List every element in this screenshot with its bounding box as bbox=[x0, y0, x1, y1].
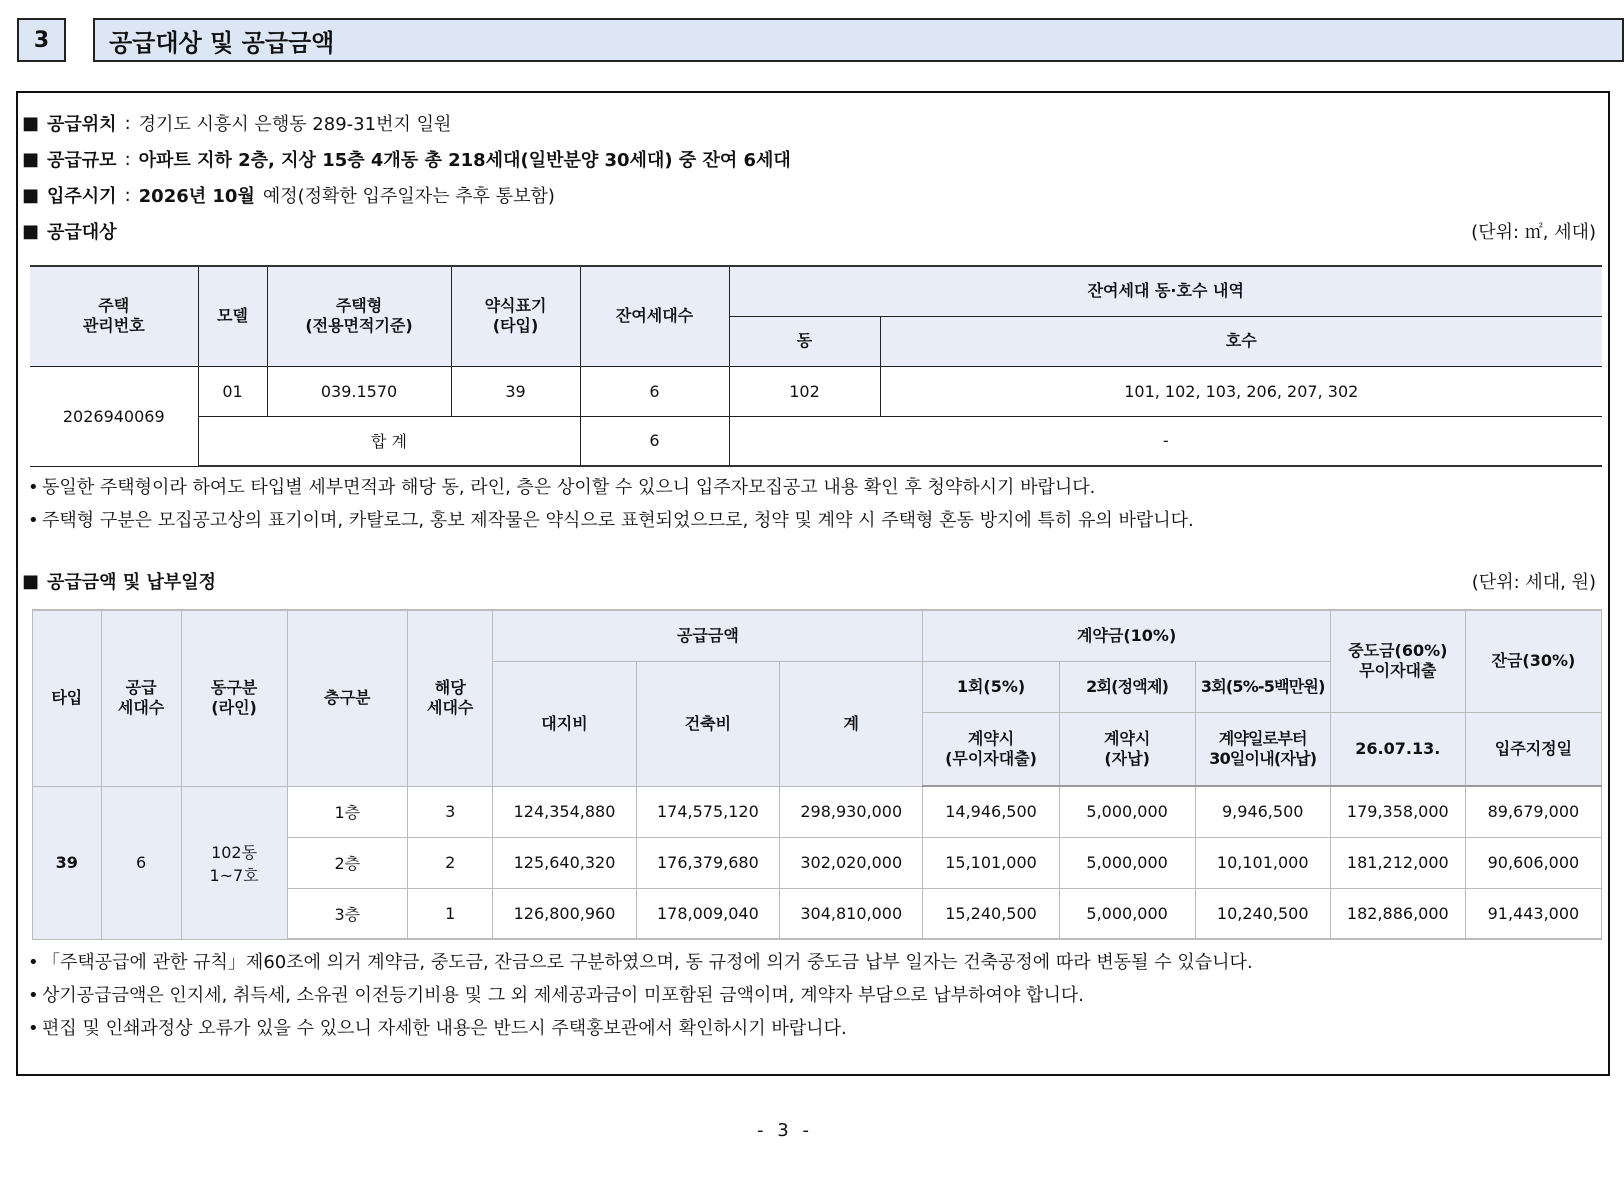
cell-d2: 5,000,000 bbox=[1059, 786, 1195, 837]
header-type: 타입 bbox=[33, 610, 102, 786]
header-model: 모델 bbox=[198, 266, 267, 366]
cell-balance: 89,679,000 bbox=[1465, 786, 1601, 837]
header-detail: 잔여세대 동·호수 내역 bbox=[729, 266, 1602, 316]
note-item: • 「주택공급에 관한 규칙」제60조에 의거 계약금, 중도금, 잔금으로 구분하였으며, 동 규정에 의거 중도금 납부 일자는 건축공정에 따라 변동될 수 있습니다. bbox=[28, 952, 1253, 973]
cell-remaining: 6 bbox=[580, 366, 729, 416]
note-item: • 주택형 구분은 모집공고상의 표기이며, 카탈로그, 홍보 제작물은 약식으로 표현되었으므로, 청약 및 계약 시 주택형 혼동 방지에 특히 유의 바랍니다. bbox=[28, 510, 1194, 531]
header-supply-amount: 공급금액 bbox=[493, 610, 923, 661]
cell-floor: 1층 bbox=[287, 786, 408, 837]
header-line: 동구분 (라인) bbox=[181, 610, 287, 786]
cell-sum: 302,020,000 bbox=[780, 837, 923, 888]
colon: : bbox=[124, 148, 131, 170]
section-header bbox=[17, 18, 1624, 62]
info-label: 공급규모 bbox=[47, 150, 117, 171]
cell-model: 01 bbox=[198, 366, 267, 416]
colon: : bbox=[124, 112, 131, 134]
header-abbr: 약식표기 (타입) bbox=[451, 266, 580, 366]
total-remaining: 6 bbox=[580, 416, 729, 466]
total-detail: - bbox=[729, 416, 1602, 466]
table-row bbox=[30, 366, 1602, 416]
cell-d1: 15,240,500 bbox=[923, 888, 1059, 939]
header-balance-date: 입주지정일 bbox=[1465, 712, 1601, 786]
square-bullet-icon: ■ bbox=[22, 570, 40, 592]
info-move-in bbox=[22, 182, 555, 208]
cell-middle: 181,212,000 bbox=[1330, 837, 1465, 888]
header-floor: 층구분 bbox=[287, 610, 408, 786]
info-scale bbox=[22, 146, 791, 172]
total-label: 합 계 bbox=[198, 416, 580, 466]
header-units: 해당 세대수 bbox=[408, 610, 493, 786]
supply-target-table bbox=[30, 265, 1602, 467]
cell-units: 3 bbox=[408, 786, 493, 837]
cell-supply: 6 bbox=[101, 786, 181, 939]
header-remaining: 잔여세대수 bbox=[580, 266, 729, 366]
heading-label: 공급대상 bbox=[47, 222, 117, 243]
supply-target-heading bbox=[22, 218, 117, 244]
cell-building: 174,575,120 bbox=[636, 786, 779, 837]
price-heading bbox=[22, 568, 216, 594]
section-number: 3 bbox=[17, 18, 66, 62]
cell-building: 178,009,040 bbox=[636, 888, 779, 939]
cell-d1: 15,101,000 bbox=[923, 837, 1059, 888]
cell-balance: 90,606,000 bbox=[1465, 837, 1601, 888]
info-bold-value: 2026년 10월 bbox=[138, 186, 255, 207]
header-type: 주택형 (전용면적기준) bbox=[267, 266, 451, 366]
bullet-icon: • bbox=[28, 985, 39, 1006]
header-d2-sub: 계약시 (자납) bbox=[1059, 712, 1195, 786]
square-bullet-icon: ■ bbox=[22, 220, 40, 242]
cell-land: 125,640,320 bbox=[493, 837, 636, 888]
cell-land: 124,354,880 bbox=[493, 786, 636, 837]
cell-abbr: 39 bbox=[451, 366, 580, 416]
cell-units: 1 bbox=[408, 888, 493, 939]
header-supply: 공급 세대수 bbox=[101, 610, 181, 786]
cell-d2: 5,000,000 bbox=[1059, 888, 1195, 939]
cell-building: 176,379,680 bbox=[636, 837, 779, 888]
cell-type: 039.1570 bbox=[267, 366, 451, 416]
cell-mgmt-no: 2026940069 bbox=[30, 366, 198, 466]
cell-middle: 179,358,000 bbox=[1330, 786, 1465, 837]
header-d1-sub: 계약시 (무이자대출) bbox=[923, 712, 1059, 786]
cell-floor: 2층 bbox=[287, 837, 408, 888]
total-row bbox=[30, 416, 1602, 466]
cell-middle: 182,886,000 bbox=[1330, 888, 1465, 939]
info-value: 경기도 시흥시 은행동 289-31번지 일원 bbox=[138, 114, 452, 135]
cell-d3: 9,946,500 bbox=[1195, 786, 1330, 837]
header-d1: 1회(5%) bbox=[923, 661, 1059, 712]
header-middle-date: 26.07.13. bbox=[1330, 712, 1465, 786]
cell-ho: 101, 102, 103, 206, 207, 302 bbox=[880, 366, 1602, 416]
cell-dong: 102 bbox=[729, 366, 880, 416]
header-balance: 잔금(30%) bbox=[1465, 610, 1601, 712]
cell-units: 2 bbox=[408, 837, 493, 888]
bullet-icon: • bbox=[28, 952, 39, 973]
header-d3-sub: 계약일로부터 30일이내(자납) bbox=[1195, 712, 1330, 786]
header-land: 대지비 bbox=[493, 661, 636, 786]
content-box bbox=[16, 91, 1610, 1076]
note-item: • 동일한 주택형이라 하여도 타입별 세부면적과 해당 동, 라인, 층은 상이할 수 있으니 입주자모집공고 내용 확인 후 청약하시기 바랍니다. bbox=[28, 477, 1096, 498]
page-number: - 3 - bbox=[757, 1120, 813, 1141]
header-dong: 동 bbox=[729, 316, 880, 366]
header-middle: 중도금(60%) 무이자대출 bbox=[1330, 610, 1465, 712]
cell-floor: 3층 bbox=[287, 888, 408, 939]
bullet-icon: • bbox=[28, 1018, 39, 1039]
info-label: 입주시기 bbox=[47, 186, 117, 207]
header-ho: 호수 bbox=[880, 316, 1602, 366]
note-item: • 편집 및 인쇄과정상 오류가 있을 수 있으니 자세한 내용은 반드시 주택홍보관에서 확인하시기 바랍니다. bbox=[28, 1018, 847, 1039]
header-building: 건축비 bbox=[636, 661, 779, 786]
square-bullet-icon: ■ bbox=[22, 148, 40, 170]
cell-line: 102동 1~7호 bbox=[181, 786, 287, 939]
section-title: 공급대상 및 공급금액 bbox=[93, 18, 1624, 62]
square-bullet-icon: ■ bbox=[22, 112, 40, 134]
cell-sum: 304,810,000 bbox=[780, 888, 923, 939]
info-value: 아파트 지하 2층, 지상 15층 4개동 총 218세대(일반분양 30세대) 중 잔여 6세대 bbox=[138, 150, 791, 171]
info-location bbox=[22, 110, 451, 136]
bullet-icon: • bbox=[28, 510, 39, 531]
colon: : bbox=[124, 184, 131, 206]
header-deposit: 계약금(10%) bbox=[923, 610, 1330, 661]
supply-target-unit: (단위: ㎡, 세대) bbox=[1471, 222, 1596, 243]
header-sum: 계 bbox=[780, 661, 923, 786]
cell-d2: 5,000,000 bbox=[1059, 837, 1195, 888]
note-item: • 상기공급금액은 인지세, 취득세, 소유권 이전등기비용 및 그 외 제세공과금이 미포함된 금액이며, 계약자 부담으로 납부하여야 합니다. bbox=[28, 985, 1084, 1006]
cell-balance: 91,443,000 bbox=[1465, 888, 1601, 939]
header-d2: 2회(정액제) bbox=[1059, 661, 1195, 712]
header-mgmt-no: 주택 관리번호 bbox=[30, 266, 198, 366]
cell-d3: 10,240,500 bbox=[1195, 888, 1330, 939]
cell-type: 39 bbox=[33, 786, 102, 939]
cell-d1: 14,946,500 bbox=[923, 786, 1059, 837]
price-table bbox=[32, 609, 1602, 940]
info-label: 공급위치 bbox=[47, 114, 117, 135]
bullet-icon: • bbox=[28, 477, 39, 498]
cell-land: 126,800,960 bbox=[493, 888, 636, 939]
info-value: 예정(정확한 입주일자는 추후 통보함) bbox=[262, 186, 555, 207]
table-row bbox=[33, 786, 1602, 837]
cell-d3: 10,101,000 bbox=[1195, 837, 1330, 888]
heading-label: 공급금액 및 납부일정 bbox=[47, 572, 217, 593]
price-unit: (단위: 세대, 원) bbox=[1471, 572, 1596, 593]
square-bullet-icon: ■ bbox=[22, 184, 40, 206]
header-d3: 3회(5%-5백만원) bbox=[1195, 661, 1330, 712]
cell-sum: 298,930,000 bbox=[780, 786, 923, 837]
